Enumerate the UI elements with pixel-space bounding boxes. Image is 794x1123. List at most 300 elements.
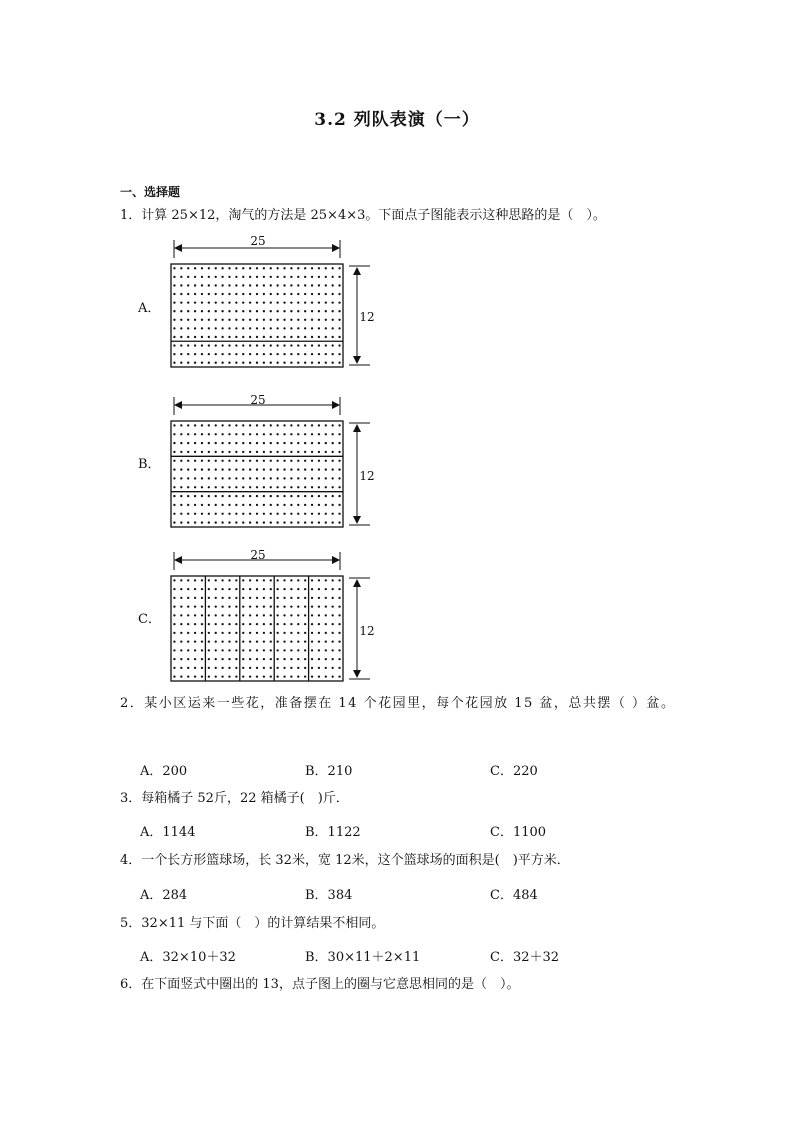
dot: [249, 451, 251, 453]
dot: [318, 353, 320, 355]
dot: [201, 327, 203, 329]
dot: [256, 579, 258, 581]
dot: [208, 623, 210, 625]
dot: [221, 588, 223, 590]
dot: [311, 336, 313, 338]
dot: [263, 495, 265, 497]
dot: [228, 310, 230, 312]
dot: [194, 362, 196, 364]
dot: [256, 623, 258, 625]
dot: [235, 495, 237, 497]
dot: [283, 640, 285, 642]
dot: [304, 521, 306, 523]
dot: [290, 632, 292, 634]
dot: [318, 521, 320, 523]
dot: [283, 267, 285, 269]
dot: [194, 319, 196, 321]
dot: [325, 293, 327, 295]
dot: [242, 293, 244, 295]
dot: [201, 623, 203, 625]
dot: [180, 267, 182, 269]
dot: [318, 513, 320, 515]
dot: [338, 486, 340, 488]
dot: [208, 284, 210, 286]
dot: [256, 649, 258, 651]
dot: [228, 667, 230, 669]
dot: [311, 521, 313, 523]
dot: [338, 675, 340, 677]
dot: [194, 276, 196, 278]
dot: [332, 276, 334, 278]
dot: [311, 362, 313, 364]
dot: [304, 293, 306, 295]
dot: [235, 623, 237, 625]
dot: [194, 451, 196, 453]
dot: [187, 588, 189, 590]
dot: [187, 495, 189, 497]
dot: [256, 588, 258, 590]
dot: [325, 632, 327, 634]
dot: [318, 675, 320, 677]
dot: [338, 521, 340, 523]
dot: [173, 640, 175, 642]
dot: [318, 486, 320, 488]
dot: [194, 623, 196, 625]
dot: [173, 521, 175, 523]
q5-option-a[interactable]: A．32×10＋32: [140, 950, 236, 965]
dot: [187, 353, 189, 355]
dot: [304, 267, 306, 269]
dot: [332, 344, 334, 346]
dot: [325, 486, 327, 488]
dot: [318, 433, 320, 435]
dot: [283, 597, 285, 599]
dot: [304, 640, 306, 642]
q3-option-a[interactable]: A．1144: [140, 825, 196, 840]
dot: [304, 460, 306, 462]
option-c-label[interactable]: C．: [138, 612, 161, 627]
q2-option-a[interactable]: A．200: [140, 764, 188, 779]
dot: [283, 284, 285, 286]
dot: [235, 468, 237, 470]
dot: [180, 336, 182, 338]
dot: [215, 640, 217, 642]
dot: [297, 301, 299, 303]
dot: [304, 504, 306, 506]
dot: [194, 460, 196, 462]
q5-option-c[interactable]: C．32＋32: [490, 950, 560, 965]
dot: [290, 284, 292, 286]
dot: [221, 504, 223, 506]
dot: [318, 460, 320, 462]
dot: [270, 284, 272, 286]
dot: [270, 293, 272, 295]
dot: [311, 486, 313, 488]
dot: [208, 504, 210, 506]
dot: [228, 521, 230, 523]
dot: [187, 640, 189, 642]
dot: [201, 513, 203, 515]
dot: [180, 614, 182, 616]
dot: [242, 588, 244, 590]
dot: [201, 362, 203, 364]
dot: [235, 504, 237, 506]
dot: [235, 267, 237, 269]
dot: [201, 614, 203, 616]
dot: [256, 319, 258, 321]
dot: [332, 605, 334, 607]
dot: [256, 658, 258, 660]
dot: [201, 667, 203, 669]
dot: [325, 276, 327, 278]
dot: [311, 344, 313, 346]
dot: [201, 301, 203, 303]
dot: [276, 451, 278, 453]
dot: [180, 327, 182, 329]
dot: [297, 521, 299, 523]
dot: [338, 605, 340, 607]
q3-option-c[interactable]: C．1100: [490, 825, 547, 840]
dot: [276, 267, 278, 269]
dot: [270, 513, 272, 515]
dot: [332, 460, 334, 462]
dot: [180, 632, 182, 634]
dot: [215, 632, 217, 634]
dot: [311, 442, 313, 444]
page-title: 3.2 列队表演（一）: [314, 110, 480, 130]
dot: [256, 451, 258, 453]
q5-option-b[interactable]: B．30×11＋2×11: [305, 950, 421, 965]
dot: [187, 344, 189, 346]
dot: [180, 293, 182, 295]
dot: [180, 605, 182, 607]
dot: [297, 424, 299, 426]
dot: [263, 513, 265, 515]
dot: [208, 640, 210, 642]
dot: [311, 579, 313, 581]
dot: [249, 310, 251, 312]
dot: [215, 362, 217, 364]
dot: [242, 362, 244, 364]
dot: [325, 623, 327, 625]
dot: [235, 327, 237, 329]
dot: [242, 667, 244, 669]
dot: [332, 362, 334, 364]
dot: [215, 424, 217, 426]
dot: [263, 486, 265, 488]
dot: [256, 327, 258, 329]
dot: [173, 267, 175, 269]
dot: [304, 649, 306, 651]
dot: [221, 667, 223, 669]
dot: [311, 353, 313, 355]
dot: [311, 477, 313, 479]
dot: [270, 319, 272, 321]
dot: [311, 460, 313, 462]
dot: [311, 649, 313, 651]
dot: [215, 504, 217, 506]
dot: [235, 293, 237, 295]
dot: [325, 344, 327, 346]
dot: [276, 310, 278, 312]
dot: [304, 667, 306, 669]
dot: [242, 353, 244, 355]
dot: [228, 267, 230, 269]
dot: [270, 623, 272, 625]
dot: [318, 310, 320, 312]
dot: [249, 319, 251, 321]
dot: [338, 468, 340, 470]
dot: [332, 353, 334, 355]
dot: [249, 327, 251, 329]
dot: [276, 495, 278, 497]
dot: [290, 513, 292, 515]
dot: [187, 468, 189, 470]
dot: [228, 588, 230, 590]
dot: [332, 336, 334, 338]
q4-option-c[interactable]: C．484: [490, 888, 538, 903]
dot: [228, 451, 230, 453]
dot: [242, 614, 244, 616]
dot: [180, 301, 182, 303]
dot: [290, 658, 292, 660]
dot: [263, 353, 265, 355]
dot: [249, 675, 251, 677]
dot: [325, 336, 327, 338]
dot: [318, 442, 320, 444]
dot: [187, 667, 189, 669]
dot: [180, 310, 182, 312]
dot: [338, 442, 340, 444]
dot: [215, 319, 217, 321]
dot: [318, 649, 320, 651]
dot: [249, 513, 251, 515]
option-a-label[interactable]: A．: [138, 301, 161, 316]
dot: [270, 495, 272, 497]
dot: [180, 424, 182, 426]
dot: [270, 521, 272, 523]
q2-option-c[interactable]: C．220: [490, 764, 538, 779]
dot: [242, 513, 244, 515]
dot: [263, 477, 265, 479]
dot: [304, 362, 306, 364]
dot: [242, 658, 244, 660]
dot: [180, 495, 182, 497]
dot: [194, 477, 196, 479]
dot: [173, 667, 175, 669]
dot: [283, 301, 285, 303]
dot: [325, 579, 327, 581]
dot: [173, 276, 175, 278]
dot: [242, 319, 244, 321]
q4-option-a[interactable]: A．284: [140, 888, 188, 903]
dot: [221, 353, 223, 355]
dot: [338, 319, 340, 321]
dot: [283, 293, 285, 295]
dot: [173, 504, 175, 506]
dot: [221, 579, 223, 581]
dot: [201, 588, 203, 590]
dot: [228, 460, 230, 462]
dot: [208, 632, 210, 634]
dot: [263, 362, 265, 364]
dot: [180, 640, 182, 642]
dot: [325, 353, 327, 355]
dot: [235, 605, 237, 607]
dot: [180, 513, 182, 515]
dot: [221, 293, 223, 295]
dot: [325, 640, 327, 642]
dot: [194, 675, 196, 677]
dot: [311, 632, 313, 634]
q3-option-b[interactable]: B．1122: [305, 825, 361, 840]
dot: [276, 521, 278, 523]
q2-option-b[interactable]: B．210: [305, 764, 353, 779]
dot: [215, 667, 217, 669]
dot: [180, 588, 182, 590]
dot: [318, 667, 320, 669]
dot: [242, 649, 244, 651]
dot: [325, 310, 327, 312]
dot: [201, 310, 203, 312]
dot: [325, 495, 327, 497]
dot: [304, 468, 306, 470]
dot: [325, 267, 327, 269]
dot: [208, 579, 210, 581]
dot: [242, 468, 244, 470]
dot: [283, 353, 285, 355]
question-6: 6．在下面竖式中圈出的 13，点子图上的圈与它意思相同的是（ ）。: [120, 977, 520, 992]
dot: [332, 301, 334, 303]
dot: [270, 344, 272, 346]
dot: [325, 451, 327, 453]
dot: [304, 513, 306, 515]
dot: [201, 468, 203, 470]
dot: [283, 276, 285, 278]
dot: [304, 276, 306, 278]
dot: [187, 267, 189, 269]
dot: [235, 597, 237, 599]
dot: [208, 336, 210, 338]
dot: [290, 614, 292, 616]
dot: [201, 284, 203, 286]
dot: [290, 344, 292, 346]
dot: [318, 327, 320, 329]
dot: [318, 319, 320, 321]
option-b-label[interactable]: B．: [138, 457, 161, 472]
dot: [187, 442, 189, 444]
dot: [180, 667, 182, 669]
dot: [290, 486, 292, 488]
dot: [201, 658, 203, 660]
dot: [283, 433, 285, 435]
dot: [311, 310, 313, 312]
dot: [318, 336, 320, 338]
dot: [221, 460, 223, 462]
dot: [290, 640, 292, 642]
dot: [187, 504, 189, 506]
dot: [235, 614, 237, 616]
dot: [256, 433, 258, 435]
dot: [338, 327, 340, 329]
dot: [297, 460, 299, 462]
dot: [242, 486, 244, 488]
dot: [173, 675, 175, 677]
dot: [283, 605, 285, 607]
dot: [208, 468, 210, 470]
dot: [311, 640, 313, 642]
dot: [297, 658, 299, 660]
dot: [208, 614, 210, 616]
dot: [283, 451, 285, 453]
dot: [173, 310, 175, 312]
dot: [325, 442, 327, 444]
dot: [242, 301, 244, 303]
dot: [311, 675, 313, 677]
dot: [325, 362, 327, 364]
dot: [173, 486, 175, 488]
dot: [297, 495, 299, 497]
dot: [235, 521, 237, 523]
q4-option-b[interactable]: B．384: [305, 888, 353, 903]
dot: [201, 632, 203, 634]
dot: [249, 649, 251, 651]
dot: [249, 267, 251, 269]
dot: [290, 336, 292, 338]
dot: [235, 336, 237, 338]
dot: [276, 597, 278, 599]
dot: [221, 640, 223, 642]
dot: [228, 319, 230, 321]
dot: [276, 614, 278, 616]
dot: [208, 442, 210, 444]
dot: [221, 442, 223, 444]
dot: [235, 344, 237, 346]
dot: [201, 579, 203, 581]
dot: [270, 433, 272, 435]
dot: [242, 477, 244, 479]
dot: [228, 336, 230, 338]
dot: [263, 276, 265, 278]
dot: [338, 579, 340, 581]
dot: [180, 658, 182, 660]
dot: [318, 477, 320, 479]
dot: [276, 284, 278, 286]
dot: [180, 276, 182, 278]
dot: [270, 632, 272, 634]
dot: [311, 605, 313, 607]
dot: [276, 336, 278, 338]
dot: [297, 276, 299, 278]
dot: [276, 477, 278, 479]
dot: [304, 588, 306, 590]
dot: [270, 486, 272, 488]
dot: [187, 276, 189, 278]
dot: [242, 336, 244, 338]
dot: [318, 597, 320, 599]
dot: [187, 658, 189, 660]
dot: [325, 433, 327, 435]
dot: [173, 495, 175, 497]
dot: [297, 293, 299, 295]
dot: [270, 468, 272, 470]
dot: [338, 336, 340, 338]
dot: [290, 267, 292, 269]
dot: [338, 614, 340, 616]
dot: [221, 284, 223, 286]
dot: [194, 486, 196, 488]
dot: [256, 667, 258, 669]
